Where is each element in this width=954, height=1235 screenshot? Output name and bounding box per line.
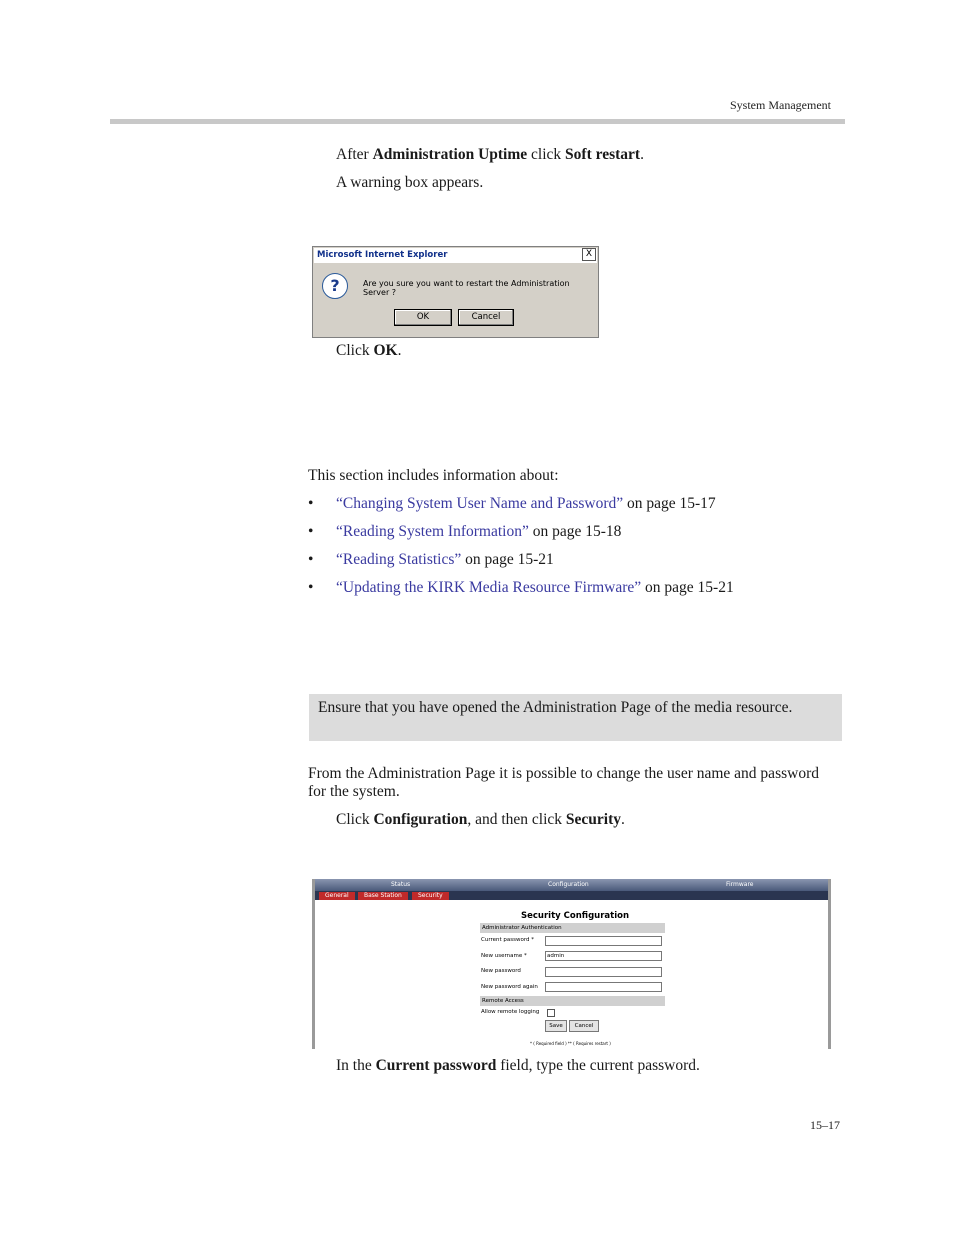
question-icon: ?	[322, 273, 348, 299]
bullet-item: • “Reading Statistics” on page 15-21	[308, 551, 554, 568]
section-remote-access: Remote Access	[480, 996, 665, 1006]
link-reading-statistics[interactable]: “Reading Statistics”	[336, 551, 462, 568]
note-box	[309, 694, 842, 741]
section-admin-auth: Administrator Authentication	[480, 923, 665, 933]
new-password-again-label: New password again	[481, 984, 538, 990]
top-nav	[315, 879, 828, 891]
nav-configuration[interactable]: Configuration	[548, 881, 589, 888]
link-reading-system-info[interactable]: “Reading System Information”	[336, 523, 529, 540]
tab-security[interactable]: Security	[412, 892, 449, 900]
tab-general[interactable]: General	[319, 892, 355, 900]
cancel-button[interactable]: Cancel	[569, 1020, 599, 1032]
body-paragraph: From the Administration Page it is possible to change the user name and password for the system.	[308, 765, 819, 800]
restart-dialog	[312, 246, 599, 338]
tab-base-station[interactable]: Base Station	[358, 892, 408, 900]
page-number: 15–17	[810, 1118, 840, 1132]
remote-logging-label: Allow remote logging	[481, 1009, 540, 1015]
bullet-item: • “Changing System User Name and Password” on page 15-17	[308, 495, 716, 512]
dialog-message: Are you sure you want to restart the Administration Server ?	[363, 279, 570, 297]
bullet-item: • “Updating the KIRK Media Resource Firmware” on page 15-21	[308, 579, 734, 596]
nav-firmware[interactable]: Firmware	[726, 881, 754, 888]
step-current-password: In the Current password field, type the current password.	[336, 1057, 700, 1074]
new-username-label: New username *	[481, 953, 527, 959]
new-username-input[interactable]: admin	[545, 951, 662, 961]
cancel-button[interactable]: Cancel	[458, 309, 514, 326]
step-click-configuration: Click Configuration, and then click Security.	[336, 811, 625, 828]
bullet-item: • “Reading System Information” on page 15-18	[308, 523, 622, 540]
header-rule	[110, 119, 845, 124]
new-password-label: New password	[481, 968, 521, 974]
step-click-ok: Click OK.	[336, 342, 402, 359]
security-config-screenshot	[312, 879, 831, 1049]
dialog-title: Microsoft Internet Explorer	[314, 248, 597, 263]
current-password-label: Current password *	[481, 937, 535, 943]
running-header: System Management	[730, 98, 831, 112]
required-footnote: * ( Required field ) ** ( Requires restart )	[530, 1041, 611, 1046]
close-icon[interactable]: X	[582, 248, 596, 261]
ok-button[interactable]: OK	[394, 309, 452, 326]
warning-text: A warning box appears.	[336, 174, 484, 191]
current-password-input[interactable]	[545, 936, 662, 946]
save-button[interactable]: Save	[545, 1020, 567, 1032]
sub-nav	[315, 891, 828, 900]
link-updating-firmware[interactable]: “Updating the KIRK Media Resource Firmware”	[336, 579, 642, 596]
security-title: Security Configuration	[521, 911, 630, 921]
nav-status[interactable]: Status	[391, 881, 411, 888]
remote-logging-checkbox[interactable]	[547, 1009, 555, 1017]
new-password-input[interactable]	[545, 967, 662, 977]
step-soft-restart: After Administration Uptime click Soft restart.	[336, 146, 644, 163]
note-text: Ensure that you have opened the Administration Page of the media resource.	[318, 699, 793, 716]
section-intro: This section includes information about:	[308, 467, 559, 484]
link-changing-user-name[interactable]: “Changing System User Name and Password”	[336, 495, 624, 512]
new-password-again-input[interactable]	[545, 982, 662, 992]
